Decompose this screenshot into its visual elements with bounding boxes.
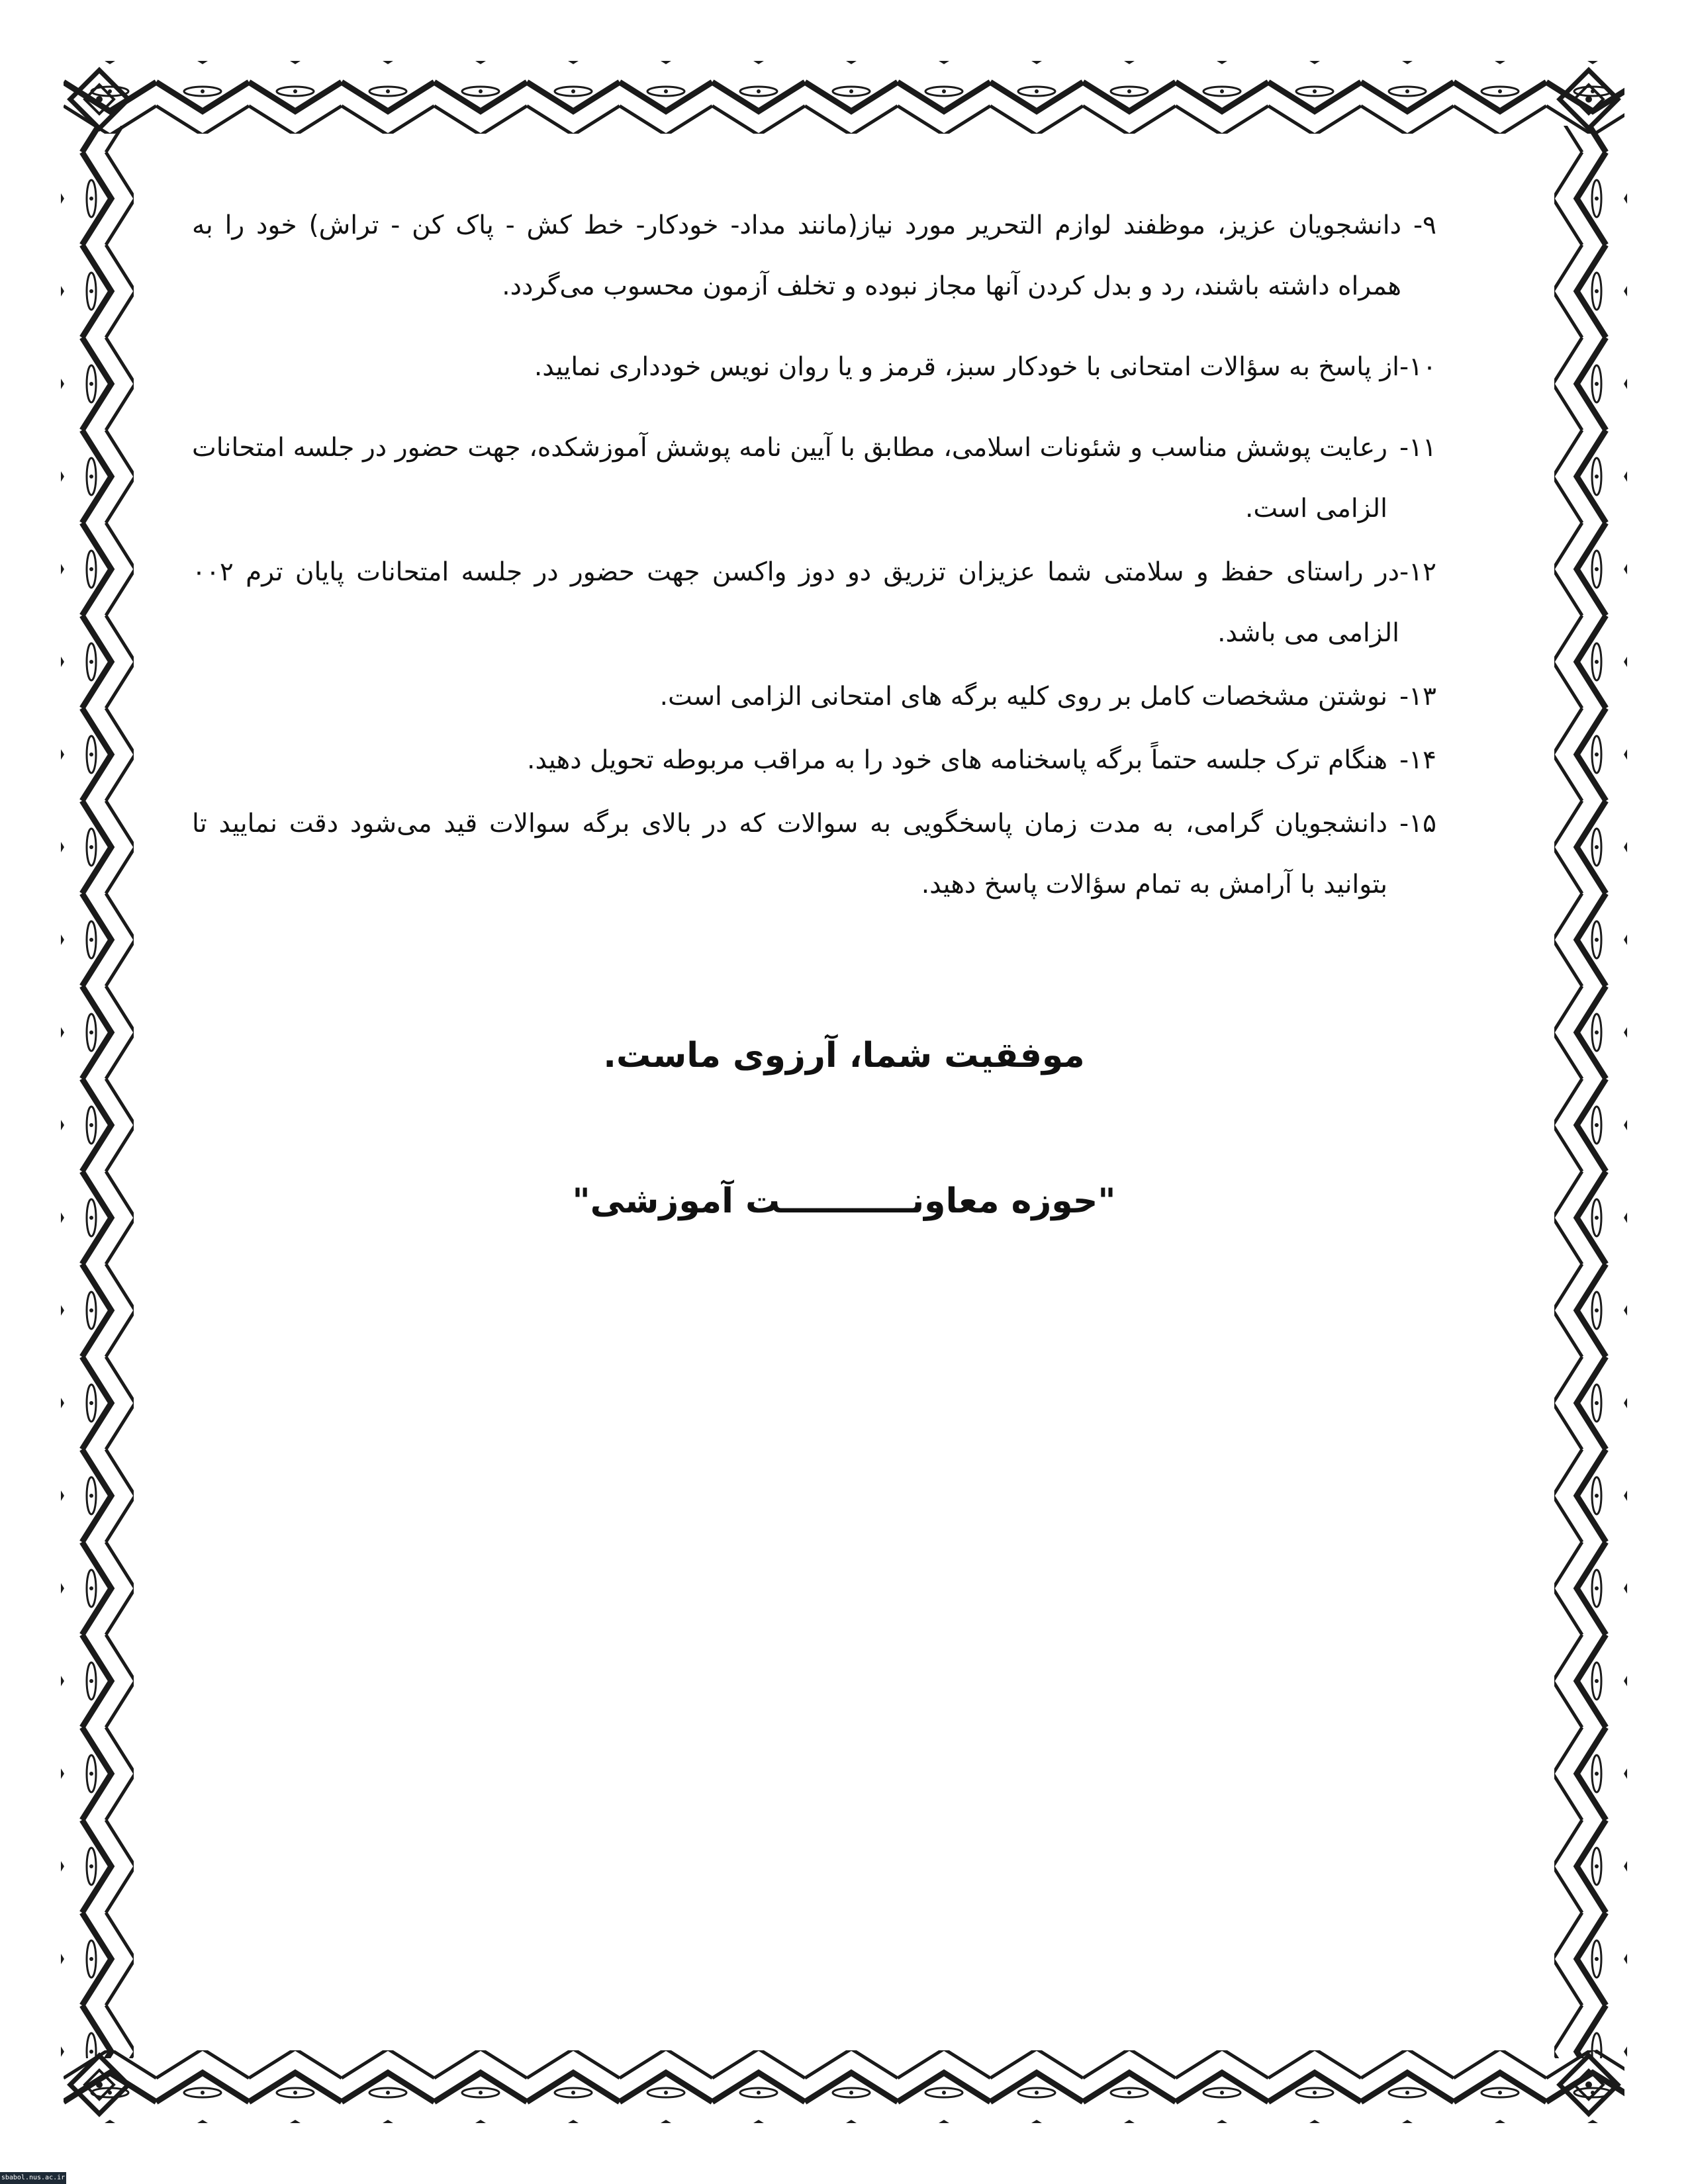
item-text: دانشجویان عزیز، موظفند لوازم التحریر مورد نیاز(مانند مداد- خودکار- خط کش - پاک کن - تراش) خود را به همراه داشته باشند، رد و بدل کردن آنها مجاز نبوده و تخلف آزمون محسوب می‌گردد.	[192, 210, 1401, 301]
list-item	[192, 542, 1436, 664]
item-text: نوشتن مشخصات کامل بر روی کلیه برگه های امتحانی الزامی است.	[659, 682, 1388, 711]
item-number: ۱۰-	[1399, 352, 1436, 382]
item-number: ۱۲-	[1399, 557, 1436, 587]
list-item	[192, 794, 1436, 915]
item-number: ۱۳-	[1399, 682, 1436, 711]
item-text: از پاسخ به سؤالات امتحانی با خودکار سبز، قرمز و یا روان نویس خودداری نمایید.	[534, 352, 1400, 382]
list-item	[192, 666, 1436, 727]
instructions-list	[192, 195, 1436, 915]
list-item	[192, 730, 1436, 791]
footer-watermark: sbabol.nus.ac.ir	[0, 2172, 66, 2184]
item-text: در راستای حفظ و سلامتی شما عزیزان تزریق دو دوز واکسن جهت حضور در جلسه امتحانات پایان ترم ۰۰۲ الزامی می باشد.	[192, 557, 1400, 648]
item-number: ۱۵-	[1399, 809, 1436, 839]
closing-signature: "حوزه معاونـــــــــــت آموزشی"	[572, 1181, 1116, 1221]
list-item	[192, 337, 1436, 398]
item-number: ۱۱-	[1399, 433, 1436, 463]
list-item	[192, 195, 1436, 317]
item-text: رعایت پوشش مناسب و شئونات اسلامی، مطابق با آیین نامه پوشش آموزشکده، جهت حضور در جلسه امتحانات الزامی است.	[192, 433, 1388, 523]
list-item	[192, 418, 1436, 539]
item-text: هنگام ترک جلسه حتماً برگه پاسخنامه های خود را به مراقب مربوطه تحویل دهید.	[527, 745, 1388, 775]
item-number: ۱۴-	[1399, 745, 1436, 775]
item-text: دانشجویان گرامی، به مدت زمان پاسخگویی به سوالات که در بالای برگه سوالات قید می‌شود دقت نمایید تا بتوانید با آرامش به تمام سؤالات پاسخ دهید.	[192, 809, 1388, 899]
closing-wish: موفقیت شما، آرزوی ماست.	[603, 1036, 1085, 1075]
item-number: ۹-	[1413, 210, 1436, 240]
